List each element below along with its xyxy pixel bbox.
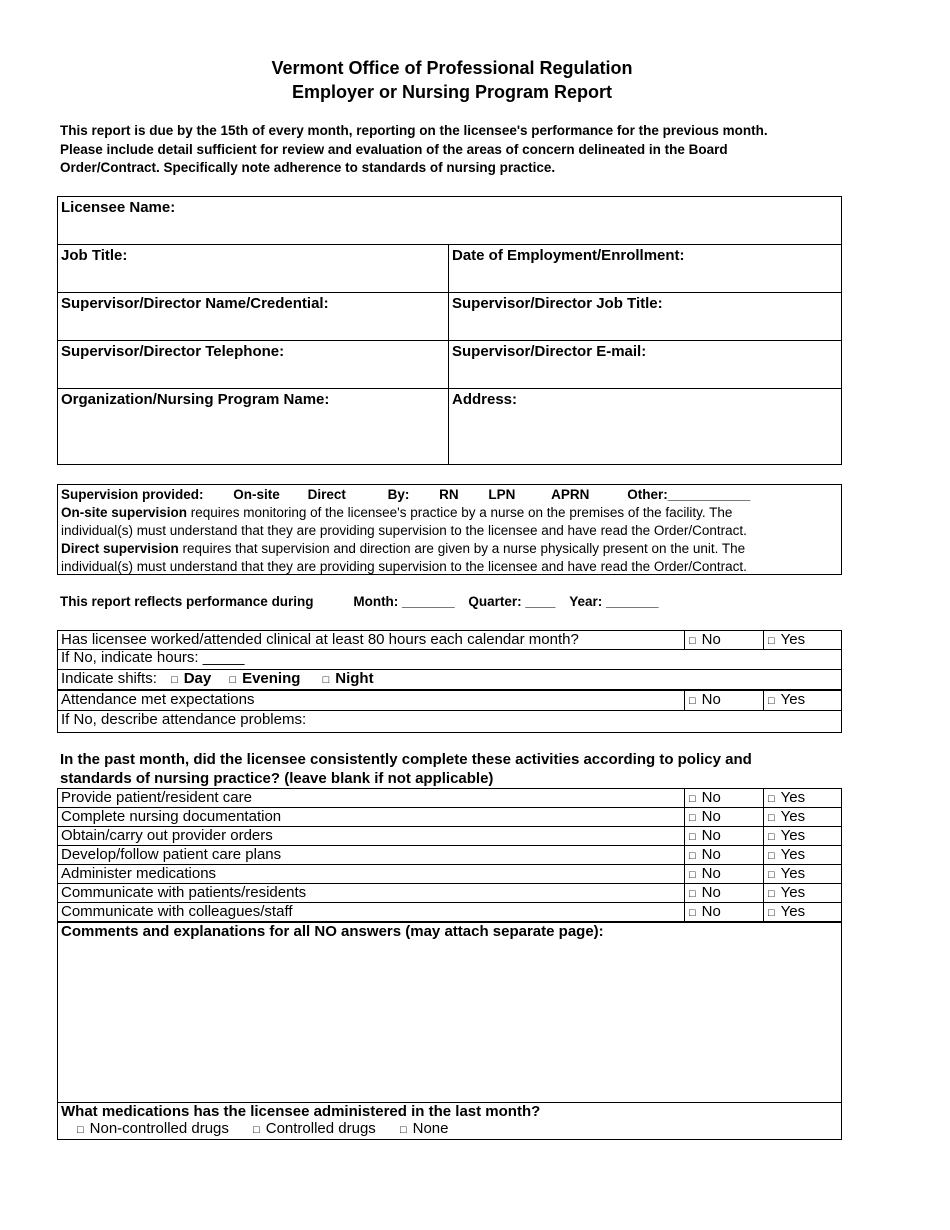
direct-desc: requires that supervision and direction are given by a nurse physically present on the unit. The: [178, 541, 746, 556]
activity-no-checkbox[interactable]: [684, 903, 763, 921]
activity-no-checkbox[interactable]: [684, 827, 763, 845]
onsite-option[interactable]: On-site: [233, 487, 280, 502]
shifts-label: Indicate shifts:: [61, 670, 157, 687]
reporting-period-row: [60, 594, 659, 609]
organization-field[interactable]: [57, 388, 449, 465]
activity-label: Communicate with colleagues/staff: [61, 903, 293, 920]
checkbox-icon: □: [399, 1124, 407, 1136]
activity-no-checkbox[interactable]: [684, 808, 763, 826]
activity-no-checkbox[interactable]: [684, 884, 763, 902]
none-label: None: [412, 1120, 449, 1137]
checkbox-icon: □: [768, 695, 775, 707]
if-no-hours-label: If No, indicate hours: _____: [61, 649, 245, 666]
job-title-field[interactable]: [57, 244, 449, 293]
non-controlled-checkbox[interactable]: [77, 1120, 229, 1137]
checkbox-icon: □: [689, 793, 696, 805]
attendance-no-checkbox[interactable]: [684, 691, 763, 710]
supervision-label: Supervision provided:: [61, 487, 204, 502]
checkbox-icon: □: [768, 888, 775, 900]
yes-label: Yes: [780, 865, 806, 882]
activities-heading-line: In the past month, did the licensee consistently complete these activities according to policy and: [60, 751, 752, 768]
checkbox-icon: □: [689, 831, 696, 843]
checkbox-icon: □: [768, 831, 775, 843]
medications-section: [57, 1102, 842, 1140]
yes-label: Yes: [780, 903, 806, 920]
activity-yes-checkbox[interactable]: [763, 903, 842, 921]
no-label: No: [701, 691, 721, 708]
intro-line: Order/Contract. Specifically note adherence to standards of nursing practice.: [60, 160, 556, 175]
comments-field[interactable]: [57, 922, 842, 1103]
licensee-name-field[interactable]: [57, 196, 842, 245]
activity-no-checkbox[interactable]: [684, 846, 763, 864]
direct-definition: [61, 541, 745, 556]
address-field[interactable]: [448, 388, 842, 465]
date-employment-label: Date of Employment/Enrollment:: [452, 247, 685, 264]
checkbox-icon: □: [689, 869, 696, 881]
activity-label: Administer medications: [61, 865, 217, 882]
controlled-checkbox[interactable]: [253, 1120, 376, 1137]
date-employment-field[interactable]: [448, 244, 842, 293]
form-title-line1: Vermont Office of Professional Regulation: [271, 58, 633, 78]
night-label: Night: [335, 670, 374, 687]
table-row: [57, 788, 842, 808]
month-field[interactable]: Month: _______: [353, 594, 455, 609]
checkbox-icon: □: [689, 695, 696, 707]
no-label: No: [701, 808, 721, 825]
supervision-options-row: [61, 487, 750, 502]
activity-yes-checkbox[interactable]: [763, 865, 842, 883]
attendance-met-row: [57, 690, 842, 711]
job-title-label: Job Title:: [61, 247, 128, 264]
onsite-desc: requires monitoring of the licensee's practice by a nurse on the premises of the facility. The: [187, 505, 733, 520]
activity-label: Provide patient/resident care: [61, 789, 252, 806]
attendance-problems-row[interactable]: [57, 710, 842, 733]
supervisor-name-field[interactable]: [57, 292, 449, 341]
table-row: [57, 826, 842, 846]
organization-label: Organization/Nursing Program Name:: [61, 391, 330, 408]
hours-question: Has licensee worked/attended clinical at least 80 hours each calendar month?: [61, 631, 579, 648]
period-label: This report reflects performance during: [60, 594, 314, 609]
activity-label: Complete nursing documentation: [61, 808, 282, 825]
table-row: [57, 902, 842, 922]
activity-no-checkbox[interactable]: [684, 865, 763, 883]
activities-heading-line: standards of nursing practice? (leave blank if not applicable): [60, 770, 494, 787]
checkbox-icon: □: [768, 869, 775, 881]
shifts-row: [57, 669, 842, 690]
yes-label: Yes: [780, 884, 806, 901]
supervisor-job-title-field[interactable]: [448, 292, 842, 341]
table-row: [57, 845, 842, 865]
checkbox-icon: □: [253, 1124, 260, 1136]
supervisor-name-label: Supervisor/Director Name/Credential:: [61, 295, 329, 312]
supervisor-phone-field[interactable]: [57, 340, 449, 389]
yes-label: Yes: [780, 691, 806, 708]
attendance-problems-label: If No, describe attendance problems:: [61, 711, 307, 728]
activity-yes-checkbox[interactable]: [763, 846, 842, 864]
activity-yes-checkbox[interactable]: [763, 789, 842, 807]
activity-label: Obtain/carry out provider orders: [61, 827, 273, 844]
direct-option[interactable]: Direct: [307, 487, 346, 502]
non-controlled-label: Non-controlled drugs: [89, 1120, 229, 1137]
shift-evening-checkbox[interactable]: [229, 670, 300, 687]
checkbox-icon: □: [689, 635, 696, 647]
activity-yes-checkbox[interactable]: [763, 827, 842, 845]
lpn-option[interactable]: LPN: [488, 487, 516, 502]
onsite-term: On-site supervision: [61, 505, 188, 520]
supervisor-email-field[interactable]: [448, 340, 842, 389]
intro-line: This report is due by the 15th of every month, reporting on the licensee's performance for the previous month.: [60, 123, 768, 138]
attendance-met-label: Attendance met expectations: [61, 691, 255, 708]
hours-question-row: [57, 630, 842, 650]
if-no-hours-row[interactable]: [57, 649, 842, 670]
no-label: No: [701, 846, 721, 863]
licensee-name-label: Licensee Name:: [61, 199, 176, 216]
checkbox-icon: □: [768, 850, 775, 862]
no-label: No: [701, 884, 721, 901]
table-row: [57, 883, 842, 903]
checkbox-icon: □: [689, 850, 696, 862]
activity-no-checkbox[interactable]: [684, 789, 763, 807]
controlled-label: Controlled drugs: [265, 1120, 376, 1137]
direct-definition-cont: individual(s) must understand that they are providing supervision to the licensee and have read the Order/Contract.: [61, 559, 747, 574]
form-title-line2: Employer or Nursing Program Report: [291, 82, 613, 102]
onsite-definition-cont: individual(s) must understand that they are providing supervision to the licensee and have read the Order/Contract.: [61, 523, 747, 538]
checkbox-icon: □: [768, 907, 775, 919]
supervisor-job-title-label: Supervisor/Director Job Title:: [452, 295, 663, 312]
hours-yes-checkbox[interactable]: [763, 631, 842, 649]
no-label: No: [701, 827, 721, 844]
table-row: [57, 864, 842, 884]
year-field[interactable]: Year: _______: [569, 594, 659, 609]
other-field[interactable]: Other:___________: [627, 487, 751, 502]
table-row: [57, 807, 842, 827]
none-checkbox[interactable]: [400, 1120, 449, 1137]
address-label: Address:: [452, 391, 518, 408]
by-label: By:: [387, 487, 410, 502]
yes-label: Yes: [780, 631, 806, 648]
hours-no-checkbox[interactable]: [684, 631, 763, 649]
checkbox-icon: □: [229, 674, 237, 686]
onsite-definition: [61, 505, 732, 520]
checkbox-icon: □: [689, 812, 696, 824]
checkbox-icon: □: [689, 907, 696, 919]
no-label: No: [701, 631, 721, 648]
rn-option[interactable]: RN: [439, 487, 459, 502]
day-label: Day: [183, 670, 212, 687]
attendance-yes-checkbox[interactable]: [763, 691, 842, 710]
intro-line: Please include detail sufficient for review and evaluation of the areas of concern delineated in the Board: [60, 141, 728, 157]
supervisor-email-label: Supervisor/Director E-mail:: [452, 343, 647, 360]
yes-label: Yes: [780, 789, 806, 806]
no-label: No: [701, 865, 721, 882]
shift-night-checkbox[interactable]: [323, 670, 374, 687]
activity-label: Communicate with patients/residents: [61, 884, 307, 901]
no-label: No: [701, 903, 721, 920]
activity-label: Develop/follow patient care plans: [61, 846, 282, 863]
shift-day-checkbox[interactable]: [171, 670, 211, 687]
yes-label: Yes: [780, 846, 806, 863]
activities-heading: [60, 750, 752, 788]
intro-text: [60, 122, 860, 178]
medications-options: [61, 1120, 838, 1137]
checkbox-icon: □: [322, 674, 330, 686]
medications-question: What medications has the licensee administered in the last month?: [61, 1103, 541, 1120]
direct-term: Direct supervision: [61, 541, 179, 556]
supervision-section: [57, 484, 842, 575]
yes-label: Yes: [780, 808, 806, 825]
comments-label: Comments and explanations for all NO answers (may attach separate page):: [61, 923, 604, 940]
activity-yes-checkbox[interactable]: [763, 884, 842, 902]
checkbox-icon: □: [768, 793, 775, 805]
checkbox-icon: □: [171, 674, 178, 686]
yes-label: Yes: [780, 827, 806, 844]
no-label: No: [701, 789, 721, 806]
activity-yes-checkbox[interactable]: [763, 808, 842, 826]
checkbox-icon: □: [689, 888, 696, 900]
supervisor-phone-label: Supervisor/Director Telephone:: [61, 343, 285, 360]
quarter-field[interactable]: Quarter: ____: [468, 594, 556, 609]
evening-label: Evening: [242, 670, 301, 687]
aprn-option[interactable]: APRN: [551, 487, 590, 502]
checkbox-icon: □: [768, 635, 775, 647]
checkbox-icon: □: [768, 812, 775, 824]
checkbox-icon: □: [77, 1124, 84, 1136]
